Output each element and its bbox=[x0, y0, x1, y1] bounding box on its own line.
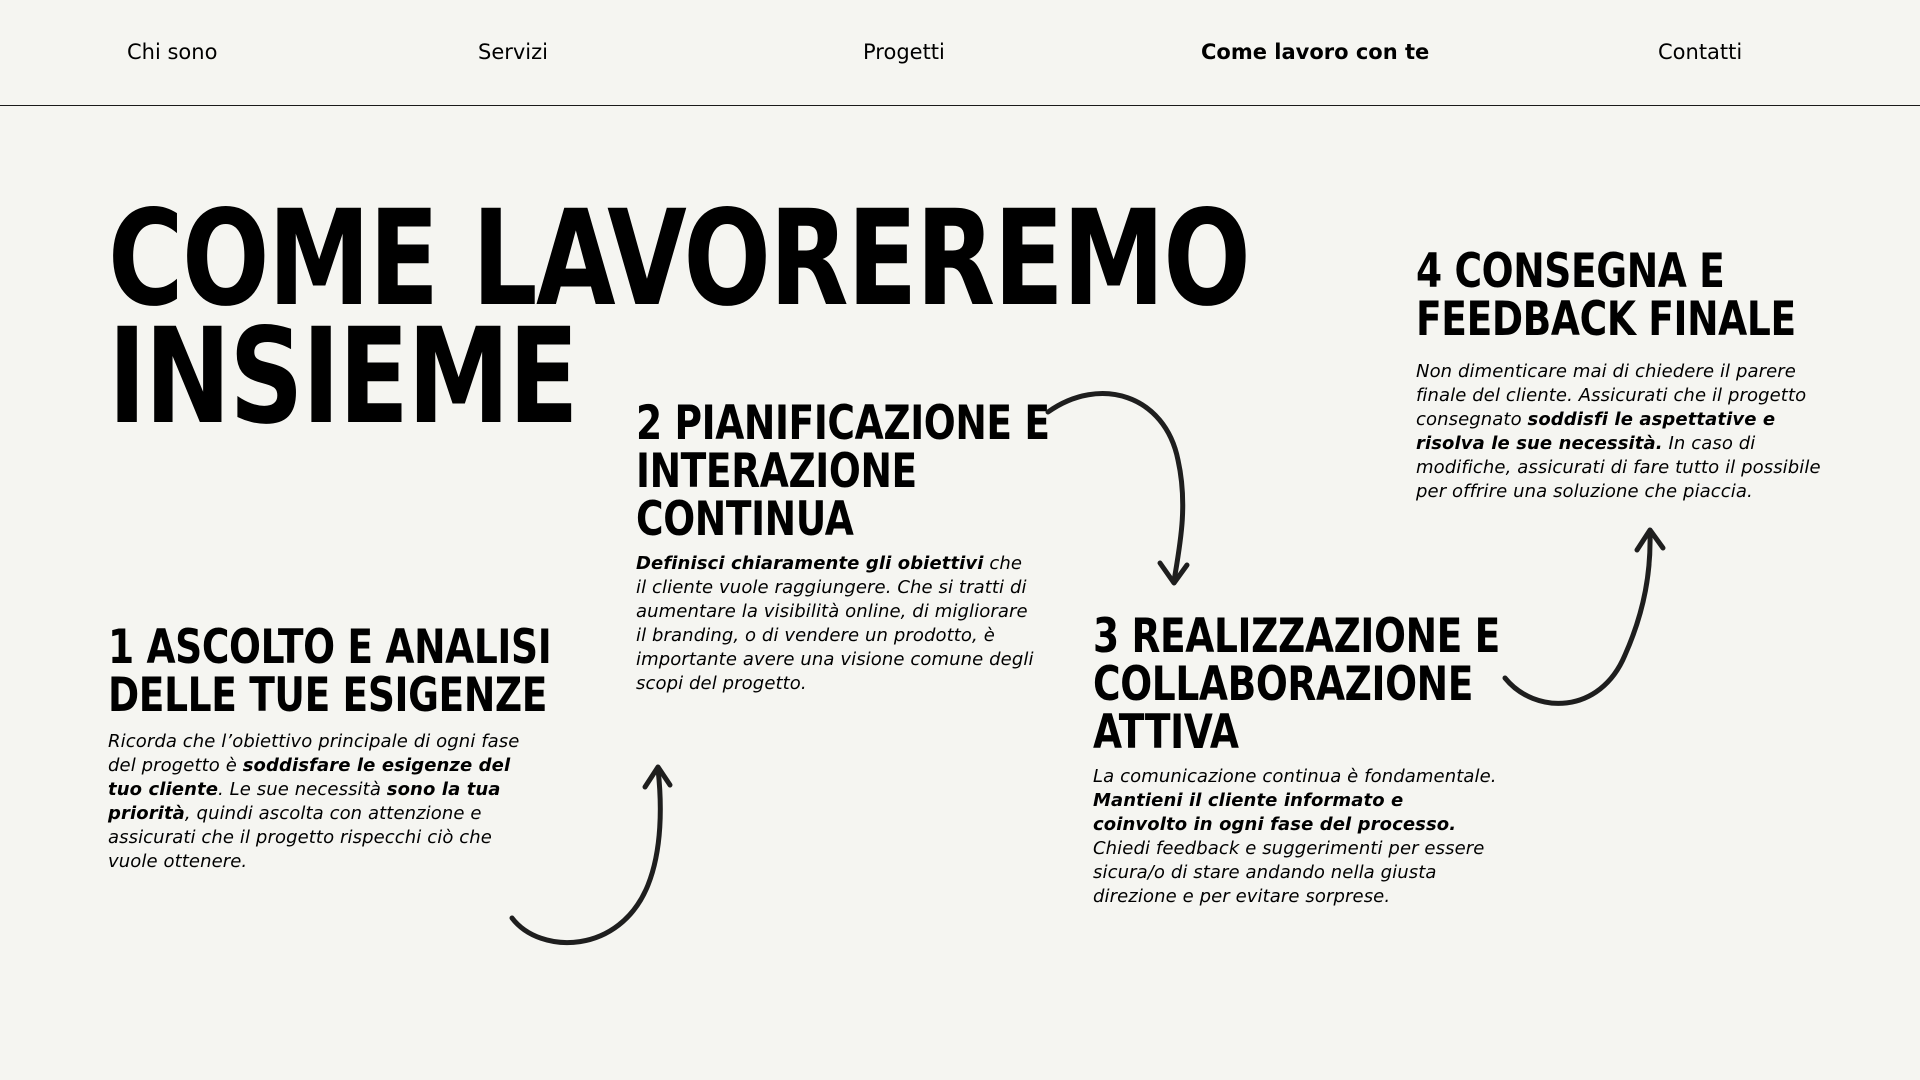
step-3 bbox=[1093, 609, 1513, 909]
step-1 bbox=[108, 620, 552, 874]
emphasis-text: soddisfi le aspettative e risolva le sue necessità. bbox=[1416, 409, 1776, 454]
page-title-line-1: COME LAVOREREMO bbox=[108, 182, 1250, 336]
step-4-title-line-2: FEEDBACK FINALE bbox=[1416, 292, 1796, 347]
step-3-title bbox=[1093, 609, 1500, 760]
step-2-description bbox=[636, 552, 1036, 696]
nav-link-servizi[interactable]: Servizi bbox=[478, 40, 549, 64]
step-4-title bbox=[1416, 244, 1796, 347]
nav-link-contatti[interactable]: Contatti bbox=[1658, 40, 1743, 64]
nav-link-progetti[interactable]: Progetti bbox=[863, 40, 945, 64]
step-1-title-line-1: 1 ASCOLTO E ANALISI bbox=[108, 620, 552, 675]
emphasis-text: soddisfare le esigenze del tuo cliente bbox=[108, 755, 511, 800]
step-2-title-line-2: INTERAZIONE bbox=[636, 444, 917, 499]
step-1-description bbox=[108, 730, 528, 874]
nav-link-come-lavoro-con-te[interactable]: Come lavoro con te bbox=[1201, 40, 1430, 64]
emphasis-text: sono la tua priorità bbox=[108, 779, 501, 824]
body-text: . Le sue necessità bbox=[218, 779, 387, 800]
body-text: Ricorda che l’obiettivo principale di ogni fase del progetto è bbox=[108, 731, 520, 776]
body-text: che il cliente vuole raggiungere. Che si tratti di aumentare la visibilità online, di migliorare il branding, o di vendere un prodotto, è importante avere una visione comune degli scopi del progetto. bbox=[636, 553, 1034, 694]
body-text: Chiedi feedback e suggerimenti per essere sicura/o di stare andando nella giusta direzione e per evitare sorprese. bbox=[1093, 838, 1485, 907]
curved-arrow-up-icon bbox=[500, 755, 700, 955]
step-3-description bbox=[1093, 765, 1503, 909]
emphasis-text: Definisci chiaramente gli obiettivi bbox=[636, 553, 984, 574]
step-3-title-line-2: COLLABORAZIONE bbox=[1093, 657, 1474, 712]
step-1-title bbox=[108, 620, 552, 723]
curved-arrow-up-icon bbox=[1495, 520, 1695, 720]
body-text: La comunicazione continua è fondamentale. bbox=[1093, 766, 1497, 787]
nav-link-chi-sono[interactable]: Chi sono bbox=[127, 40, 218, 64]
body-text: Non dimenticare mai di chiedere il parere finale del cliente. Assicurati che il progetto consegnato bbox=[1416, 361, 1807, 430]
step-2-title bbox=[636, 396, 1050, 547]
step-3-title-line-1: 3 REALIZZAZIONE E bbox=[1093, 609, 1500, 664]
step-1-title-line-2: DELLE TUE ESIGENZE bbox=[108, 668, 548, 723]
body-text: In caso di modifiche, assicurati di fare tutto il possibile per offrire una soluzione che piaccia. bbox=[1416, 433, 1821, 502]
page-title-line-2: INSIEME bbox=[108, 300, 578, 454]
step-4 bbox=[1416, 244, 1836, 504]
step-2-title-line-3: CONTINUA bbox=[636, 492, 854, 547]
top-nav bbox=[0, 0, 1920, 106]
curved-arrow-down-icon bbox=[1040, 385, 1240, 595]
step-4-title-line-1: 4 CONSEGNA E bbox=[1416, 244, 1725, 299]
step-4-description bbox=[1416, 360, 1836, 504]
step-3-title-line-3: ATTIVA bbox=[1093, 705, 1239, 760]
body-text: , quindi ascolta con attenzione e assicurati che il progetto rispecchi ciò che vuole ottenere. bbox=[108, 803, 492, 872]
step-2 bbox=[636, 396, 1056, 696]
step-2-title-line-1: 2 PIANIFICAZIONE E bbox=[636, 396, 1050, 451]
emphasis-text: Mantieni il cliente informato e coinvolto in ogni fase del processo. bbox=[1093, 790, 1457, 835]
